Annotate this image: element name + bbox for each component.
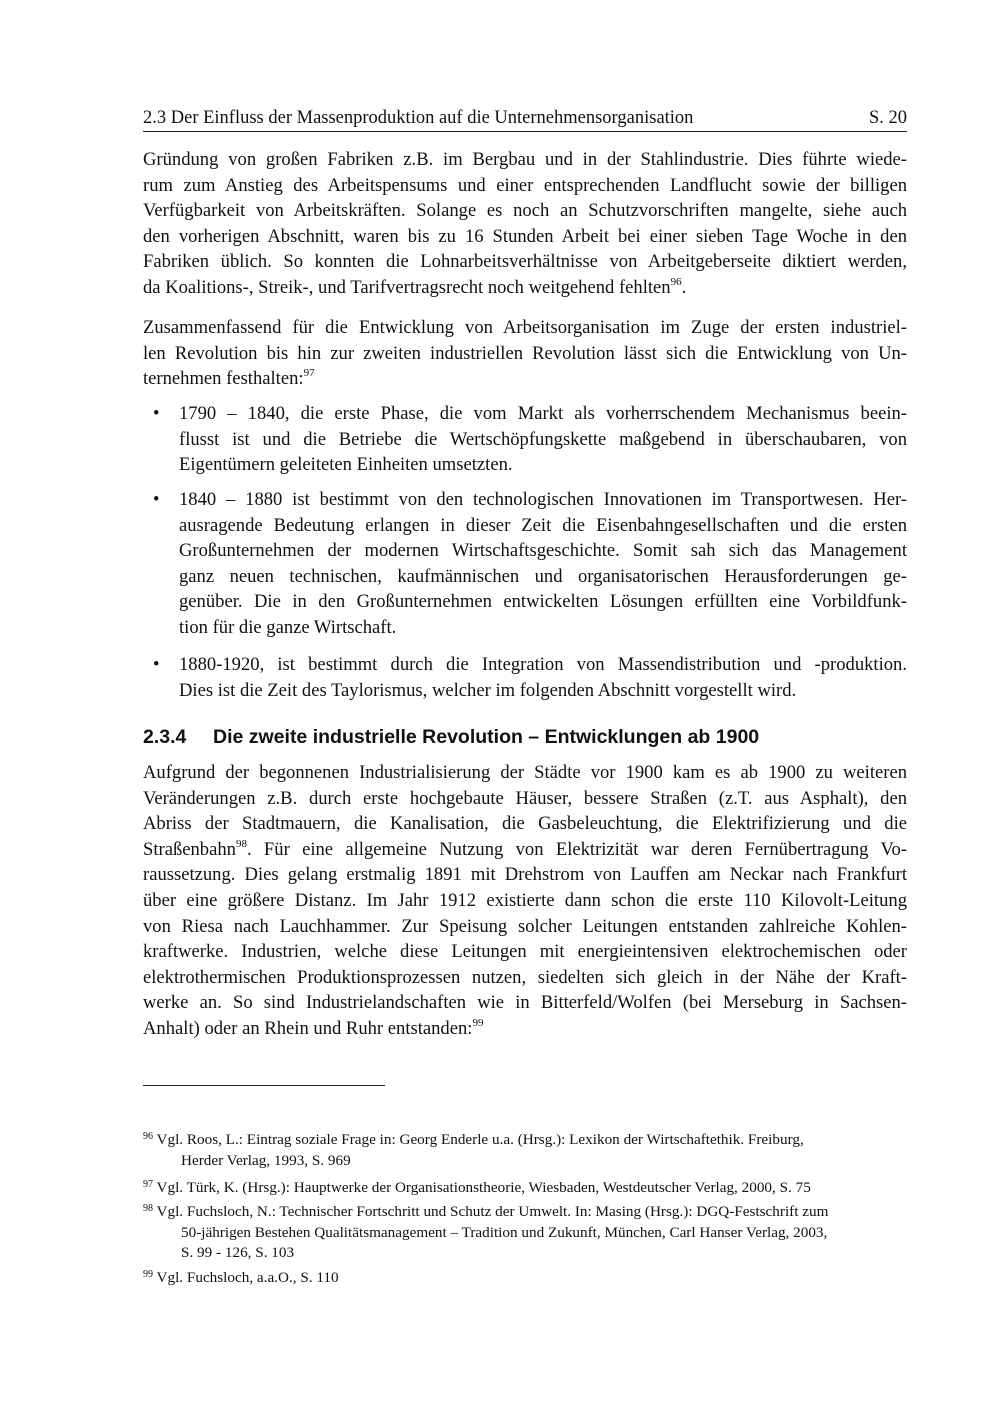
bullet-text [179,652,907,703]
text-line: ausragende Bedeutung erlangen in dieser Zeit die Eisenbahngesellschaften und die ersten [179,514,907,536]
text-line: rum zum Anstieg des Arbeitspensums und einer entsprechenden Landflucht sowie der billigen [143,174,907,196]
text-line: ganz neuen technischen, kaufmännischen und organisatorischen Herausforderungen ge- [179,565,907,587]
text-line: den vorherigen Abschnitt, waren bis zu 16 Stunden Arbeit bei einer sieben Tage Woche in den [143,225,907,247]
footnote-number: 98 [143,1203,153,1214]
text-line: genüber. Die in den Großunternehmen entwickelten Lösungen erfüllten eine Vorbildfunk- [179,591,907,613]
section-number: 2.3.4 [143,726,187,748]
footnote-line: $^{97}$ Vgl. Türk, K. (Hrsg.): Hauptwerke der Organisationstheorie, Wiesbaden, Westdeutscher Verlag, 2000, S. 75 [143,1179,811,1196]
footnote-line: $^{98}$ Vgl. Fuchsloch, N.: Technischer Fortschritt und Schutz der Umwelt. In: Masing (Hrsg.): DGQ-Festschrift zum [143,1203,829,1220]
text-line: kraftwerke. Industrien, welche diese Leitungen mit energieintensiven elektrochemischen oder [143,941,907,963]
text-line: 1790 – 1840, die erste Phase, die vom Markt als vorherrschendem Mechanismus beein- [179,403,907,424]
bullet-icon: • [153,489,160,510]
text-line: Eigentümern geleiteten Einheiten umsetzten. [179,454,513,476]
footnote-separator [143,1085,385,1086]
footnote-ref: 97 [303,367,315,380]
text-line: tion für die ganze Wirtschaft. [179,616,397,638]
text-line: ternehmen festhalten:$^{97}$ [143,367,315,390]
text-line: flusst ist und die Betriebe die Wertschöpfungskette maßgebend in überschaubaren, von [179,428,907,450]
text-line: Veränderungen z.B. durch erste hochgebaute Häuser, bessere Straßen (z.T. aus Asphalt), den [143,787,907,809]
paragraph [143,760,907,1042]
bullet-text [179,401,907,478]
footnote-number: 96 [143,1131,153,1142]
header-title: 2.3 Der Einfluss der Massenproduktion auf die Unternehmensorganisation [143,108,694,128]
text-line: Dies ist die Zeit des Taylorismus, welcher im folgenden Abschnitt vorgestellt wird. [179,679,797,701]
footnote [143,1202,907,1264]
footnote-line: 50-jährigen Bestehen Qualitätsmanagement – Tradition und Zukunft, München, Carl Hanser Verlag, 2003, [181,1223,828,1241]
text-line: da Koalitions-, Streik-, und Tarifvertragsrecht noch weitgehend fehlten$^{96}$. [143,275,687,298]
paragraph [143,147,907,301]
text-line: Fabriken üblich. So konnten die Lohnarbeitsverhältnisse von Arbeitgeberseite diktiert werden, [143,251,907,273]
text-line: Anhalt) oder an Rhein und Ruhr entstanden:$^{99}$ [143,1016,484,1039]
text-line: Abriss der Stadtmauern, die Kanalisation, die Gasbeleuchtung, die Elektrifizierung und die [143,813,907,835]
text-line: Verfügbarkeit von Arbeitskräften. Solange es noch an Schutzvorschriften mangelte, siehe auch [143,200,907,222]
footnote-line: $^{96}$ Vgl. Roos, L.: Eintrag soziale Frage in: Georg Enderle u.a. (Hrsg.): Lexikon der Wirtschaftethik. Freiburg, [143,1131,804,1148]
footnote [143,1130,907,1171]
paragraph [143,315,907,392]
section-title: Die zweite industrielle Revolution – Entwicklungen ab 1900 [213,726,760,748]
text-line: werke an. So sind Industrielandschaften wie in Bitterfeld/Wolfen (bei Merseburg in Sachsen- [143,992,907,1014]
text-line: 1880-1920, ist bestimmt durch die Integration von Massendistribution und -produktion. [179,654,907,675]
text-line: Straßenbahn$^{98}$. Für eine allgemeine Nutzung von Elektrizität war deren Fernübertragung Vo- [143,837,907,860]
bullet-icon: • [153,654,160,675]
footnote-line: S. 99 - 126, S. 103 [181,1244,295,1261]
text-line: Großunternehmen der modernen Wirtschaftsgeschichte. Somit sah sich das Management [179,540,907,562]
bullet-icon: • [153,403,160,424]
text-line: Aufgrund der begonnenen Industrialisierung der Städte vor 1900 kam es ab 1900 zu weiteren [143,762,907,783]
text-line: von Riesa nach Lauchhammer. Zur Speisung solcher Leitungen entstanden zahlreiche Kohlen- [143,915,907,937]
text-line: Gründung von großen Fabriken z.B. im Bergbau und in der Stahlindustrie. Dies führte wiede- [143,149,907,170]
footnote [143,1178,907,1199]
bullet-text [179,487,907,641]
footnote-ref: 96 [670,275,682,288]
footnote-line: $^{99}$ Vgl. Fuchsloch, a.a.O., S. 110 [143,1269,339,1286]
text-line: raussetzung. Dies gelang erstmalig 1891 mit Drehstrom von Lauffen am Neckar nach Frankfurt [143,864,907,886]
footnote-number: 99 [143,1269,153,1280]
text-line: len Revolution bis hin zur zweiten industriellen Revolution lässt sich die Entwicklung von Un- [143,342,907,364]
bullet-item [143,487,907,641]
footnote [143,1268,907,1289]
running-header [143,108,907,132]
page-number: S. 20 [868,108,907,128]
footnote-line: Herder Verlag, 1993, S. 969 [181,1151,351,1169]
footnote-ref: 99 [472,1016,484,1029]
text-line: Zusammenfassend für die Entwicklung von Arbeitsorganisation im Zuge der ersten industriel- [143,317,907,338]
text-line: 1840 – 1880 ist bestimmt von den technologischen Innovationen im Transportwesen. Her- [179,489,907,510]
bullet-item [143,401,907,478]
footnote-ref: 98 [235,837,247,850]
text-line: elektrothermischen Produktionsprozessen nutzen, siedelten sich gleich in der Nähe der Kraft- [143,966,907,988]
section-heading [143,726,759,749]
footnote-number: 97 [143,1179,153,1190]
bullet-item [143,652,907,703]
text-line: über eine größere Distanz. Im Jahr 1912 existierte dann schon die erste 110 Kilovolt-Leitung [143,889,907,911]
